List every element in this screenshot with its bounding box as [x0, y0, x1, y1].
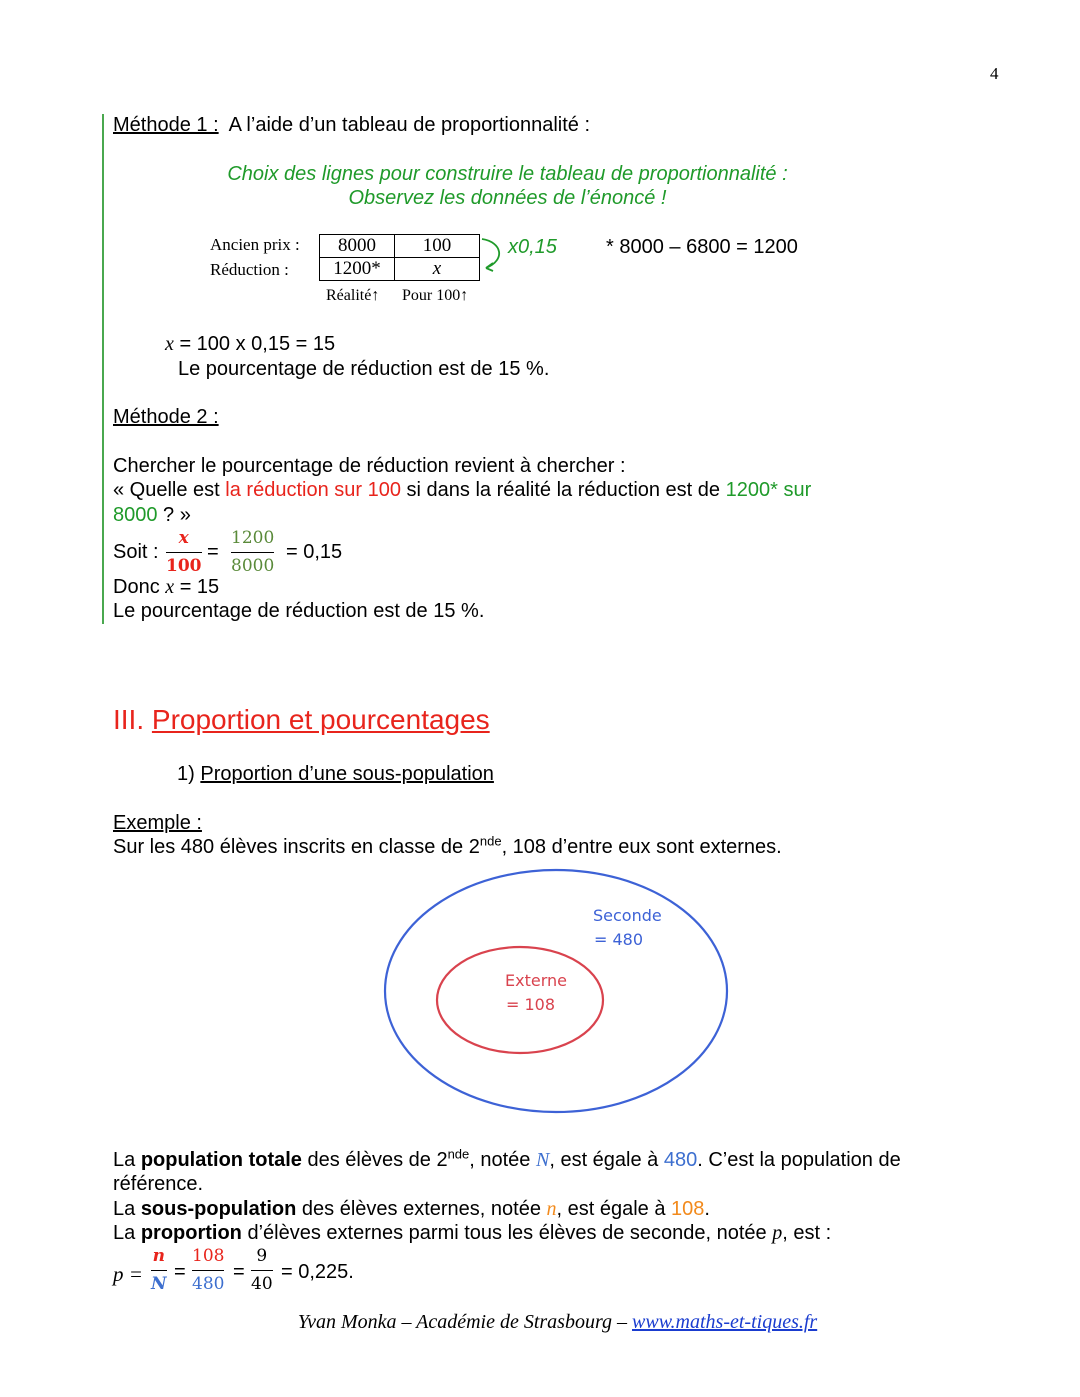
superscript: nde	[447, 1146, 470, 1162]
calc-variable: x	[165, 333, 174, 355]
text-span: des élèves externes, notée	[296, 1198, 547, 1220]
text-span: .	[704, 1198, 710, 1220]
page-number: 4	[990, 64, 999, 83]
method2-conclusion: Le pourcentage de réduction est de 15 %.	[113, 600, 485, 622]
soit-label: Soit :	[113, 541, 159, 563]
text-span: La	[113, 1222, 141, 1244]
variable-p: p	[772, 1222, 783, 1244]
fraction-numerator: 9	[256, 1246, 268, 1266]
subsection-number: 1)	[177, 763, 195, 785]
inner-label-name: Externe	[505, 971, 567, 990]
factor-arrow-icon	[478, 236, 512, 276]
highlight-green: 1200* sur	[725, 479, 812, 501]
fraction-x-over-100	[166, 528, 202, 576]
proportion-table	[319, 234, 480, 281]
text-span: , 108 d’entre eux sont externes.	[501, 836, 782, 858]
side-note: * 8000 – 6800 = 1200	[606, 236, 798, 258]
method2-line2	[113, 479, 811, 502]
factor-label: x0,15	[508, 236, 557, 258]
text-span: d’élèves externes parmi tous les élèves de seconde, notée	[241, 1222, 773, 1244]
section-title-text: Proportion et pourcentages	[151, 704, 490, 735]
table-cell: x	[395, 258, 480, 281]
superscript: nde	[479, 833, 502, 849]
text-span: , notée	[469, 1149, 536, 1171]
row-label-old-price: Ancien prix :	[210, 235, 300, 254]
fraction-bar	[192, 1270, 224, 1271]
equals-sign: =	[174, 1261, 186, 1283]
fraction-bar	[231, 552, 274, 553]
paragraph-population-totale	[113, 1146, 901, 1172]
bold-term: proportion	[140, 1222, 242, 1244]
calc-rest: = 100 x 0,15 = 15	[173, 333, 336, 355]
fraction-numerator: n	[152, 1246, 165, 1266]
fraction-denominator: 100	[166, 556, 202, 576]
method1-hint-line2: Observez les données de l’énoncé !	[348, 187, 667, 209]
col-note-reality: Réalité↑	[326, 287, 380, 304]
text-span: , est égale à	[556, 1198, 672, 1220]
variable-N: N	[535, 1149, 550, 1171]
bold-term: sous-population	[140, 1198, 297, 1220]
fraction-bar	[166, 552, 202, 553]
donc-variable: x	[165, 576, 175, 598]
text-span: Sur les 480 élèves inscrits en classe de 2	[113, 836, 480, 858]
fraction-1200-over-8000	[231, 528, 274, 576]
value-480: 480	[663, 1149, 698, 1171]
footer-text: Yvan Monka – Académie de Strasbourg –	[297, 1311, 633, 1333]
fraction-denominator: 40	[251, 1274, 273, 1294]
example-text	[113, 833, 782, 859]
text-span: si dans la réalité la réduction est de	[400, 479, 726, 501]
paragraph-sous-population	[113, 1198, 710, 1221]
fraction-108-over-480	[192, 1246, 224, 1294]
text-span: = 15	[174, 576, 220, 598]
row-label-reduction: Réduction :	[210, 260, 289, 279]
text-span: La	[113, 1149, 141, 1171]
method1-heading-rest: A l’aide d’un tableau de proportionnalité :	[228, 114, 591, 136]
fraction-bar	[151, 1270, 167, 1271]
section-title	[113, 704, 490, 736]
method1-calc	[165, 333, 335, 356]
paragraph-proportion	[113, 1222, 831, 1245]
fraction-denominator: 8000	[231, 556, 275, 576]
highlight-red: la réduction sur 100	[225, 479, 401, 501]
fraction-n-over-N	[151, 1246, 167, 1294]
method1-heading-line	[113, 114, 590, 137]
fraction-denominator: 480	[192, 1274, 225, 1294]
bold-term: population totale	[140, 1149, 302, 1171]
text-span: , est égale à	[549, 1149, 664, 1171]
section-numeral: III.	[113, 704, 145, 735]
text-span: . C’est la population de	[697, 1149, 901, 1171]
fraction-numerator: x	[178, 528, 189, 548]
outer-label-value: = 480	[594, 930, 644, 949]
variable-n: n	[546, 1198, 557, 1220]
formula-result: = 0,225.	[281, 1261, 354, 1283]
text-span: ? »	[157, 504, 191, 526]
text-span: Donc	[113, 576, 166, 598]
text-span: des élèves de 2	[301, 1149, 448, 1171]
venn-diagram	[380, 866, 732, 1118]
subsection-title-text: Proportion d’une sous-population	[200, 763, 494, 785]
example-label: Exemple :	[113, 812, 202, 834]
equals-sign: =	[233, 1261, 245, 1283]
method2-heading: Méthode 2 :	[113, 406, 219, 428]
text-span: La	[113, 1198, 141, 1220]
method2-line3	[113, 504, 191, 527]
fraction-bar	[251, 1270, 273, 1271]
table-cell: 100	[395, 235, 480, 258]
method2-result: = 0,15	[286, 541, 343, 563]
outer-ellipse	[385, 870, 727, 1112]
fraction-numerator: 108	[192, 1246, 225, 1266]
method2-donc	[113, 576, 219, 599]
subsection-title	[177, 763, 494, 786]
method2-line1: Chercher le pourcentage de réduction revient à chercher :	[113, 455, 626, 477]
footer	[0, 1311, 1080, 1334]
footer-link[interactable]: www.maths-et-tiques.fr	[632, 1311, 818, 1333]
fraction-numerator: 1200	[231, 528, 275, 548]
method1-heading: Méthode 1 :	[113, 114, 219, 136]
paragraph-reference: référence.	[113, 1173, 204, 1195]
col-note-per100: Pour 100↑	[402, 287, 469, 304]
fraction-9-over-40	[251, 1246, 273, 1294]
method1-hint-line1: Choix des lignes pour construire le tableau de proportionnalité :	[227, 163, 788, 185]
inner-label-value: = 108	[506, 995, 556, 1014]
fraction-denominator: N	[151, 1274, 167, 1294]
table-cell: 1200*	[320, 258, 395, 281]
value-108: 108	[671, 1198, 705, 1220]
text-span: , est :	[782, 1222, 832, 1244]
table-cell: 8000	[320, 235, 395, 258]
equals-sign: =	[207, 541, 219, 563]
text-span: « Quelle est	[113, 479, 226, 501]
method1-conclusion: Le pourcentage de réduction est de 15 %.	[178, 358, 550, 380]
highlight-green: 8000	[113, 504, 158, 526]
outer-label-name: Seconde	[593, 906, 662, 925]
formula-p: p =	[113, 1262, 143, 1286]
